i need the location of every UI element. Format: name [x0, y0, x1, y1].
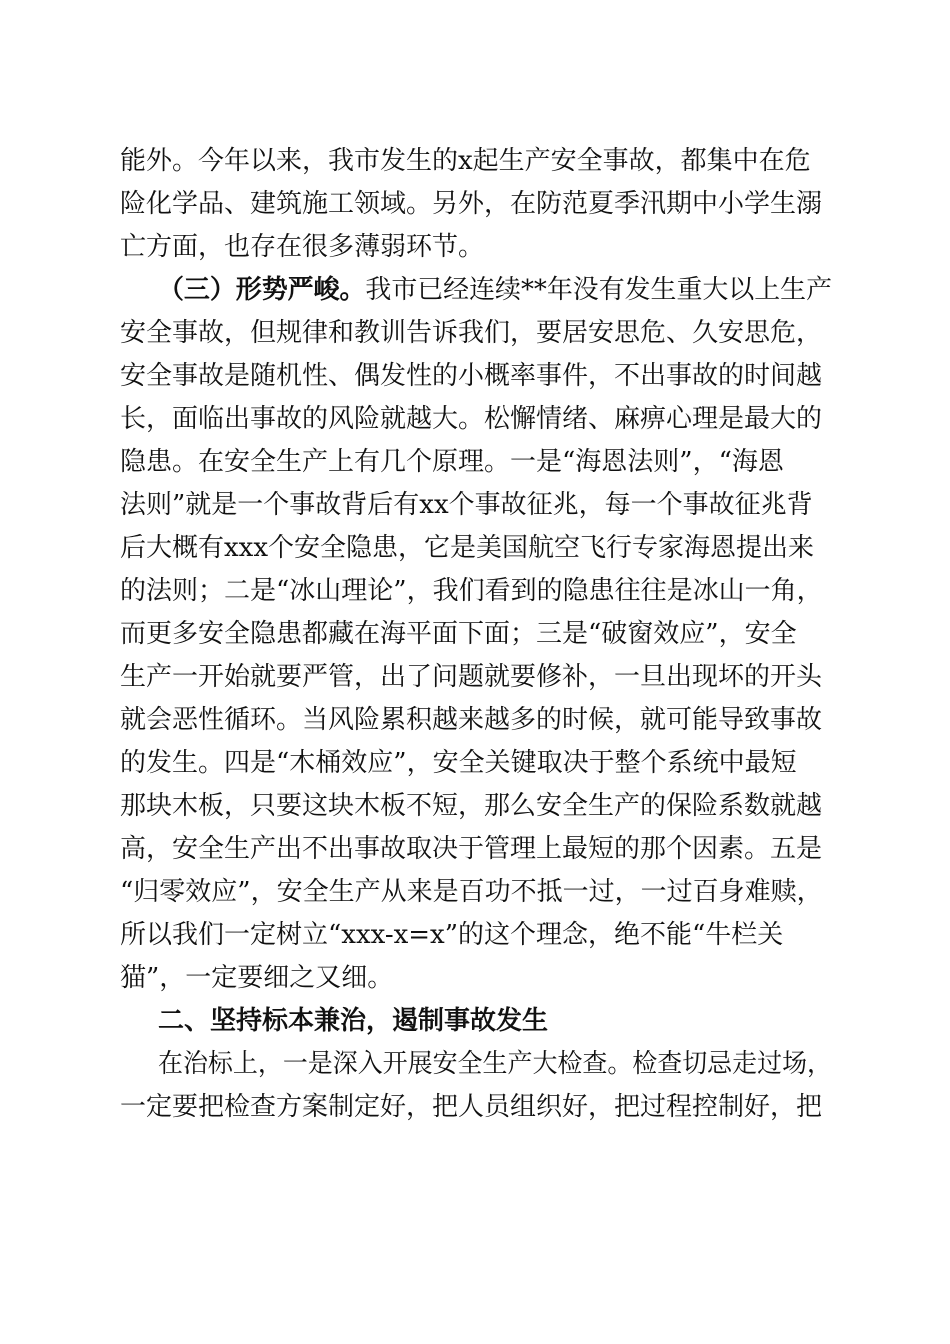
paragraph-line: 那块木板，只要这块木板不短，那么安全生产的保险系数就越 — [120, 791, 823, 821]
paragraph-line: 后大概有xxx个安全隐患，它是美国航空飞行专家海恩提出来 — [120, 533, 814, 563]
paragraph-line: 而更多安全隐患都藏在海平面下面；三是“破窗效应”，安全 — [120, 619, 797, 649]
paragraph-line: 一定要把检查方案制定好，把人员组织好，把过程控制好，把 — [120, 1092, 823, 1122]
paragraph-line: 猫”，一定要细之又细。 — [120, 963, 394, 993]
section-heading: 二、坚持标本兼治，遏制事故发生 — [158, 1006, 549, 1036]
paragraph-line: 长，面临出事故的风险就越大。松懈情绪、麻痹心理是最大的 — [120, 404, 823, 434]
paragraph-line: 在治标上，一是深入开展安全生产大检查。检查切忌走过场， — [158, 1049, 833, 1079]
paragraph-line: 的法则；二是“冰山理论”，我们看到的隐患往往是冰山一角， — [120, 576, 823, 606]
paragraph-line: 安全事故，但规律和教训告诉我们，要居安思危、久安思危， — [120, 318, 823, 348]
paragraph-line: 就会恶性循环。当风险累积越来越多的时候，就可能导致事故 — [120, 705, 823, 735]
paragraph-line: 险化学品、建筑施工领域。另外，在防范夏季汛期中小学生溺 — [120, 189, 823, 219]
section-3-text: 我市已经连续**年没有发生重大以上生产 — [365, 275, 833, 305]
paragraph-line: 高，安全生产出不出事故取决于管理上最短的那个因素。五是 — [120, 834, 823, 864]
paragraph-line: 安全事故是随机性、偶发性的小概率事件，不出事故的时间越 — [120, 361, 823, 391]
paragraph-line: 生产一开始就要严管，出了问题就要修补，一旦出现坏的开头 — [120, 662, 823, 692]
paragraph-line: 能外。今年以来，我市发生的x起生产安全事故，都集中在危 — [120, 146, 811, 176]
paragraph-line: 的发生。四是“木桶效应”，安全关键取决于整个系统中最短 — [120, 748, 797, 778]
paragraph-line: 隐患。在安全生产上有几个原理。一是“海恩法则”，“海恩 — [120, 447, 784, 477]
paragraph-line: 法则”就是一个事故背后有xx个事故征兆，每一个事故征兆背 — [120, 490, 813, 520]
paragraph-line: “归零效应”，安全生产从来是百功不抵一过，一过百身难赎， — [120, 877, 823, 907]
paragraph-line: 亡方面，也存在很多薄弱环节。 — [120, 232, 485, 262]
section-3-first-line — [158, 277, 832, 303]
paragraph-line: 所以我们一定树立“xxx-x=x”的这个理念，绝不能“牛栏关 — [120, 920, 784, 950]
section-3-heading: （三）形势严峻。 — [158, 275, 366, 305]
